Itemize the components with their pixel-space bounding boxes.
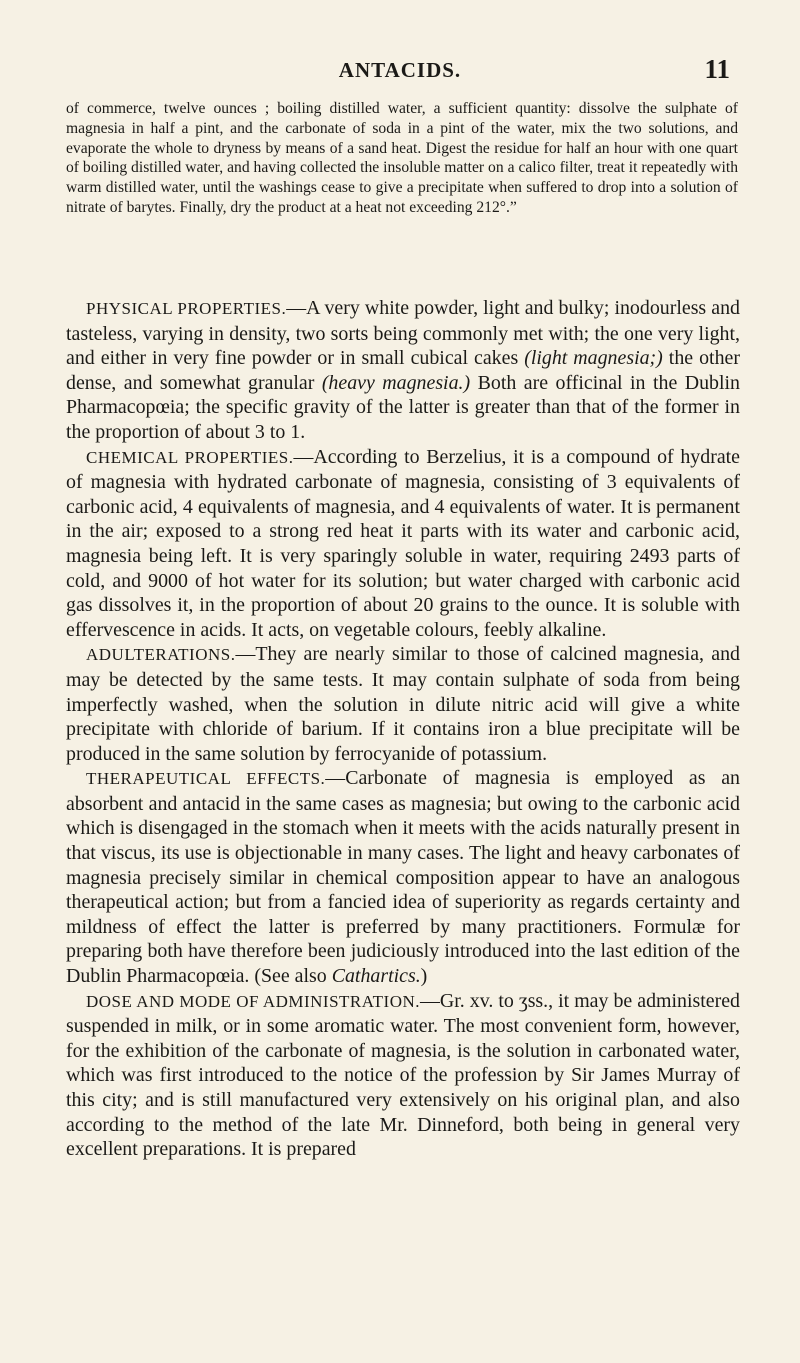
intro-paragraph: of commerce, twelve ounces ; boiling distilled water, a sufficient quantity: dissolve the sulphate of magnesia in half a pint, and the carbonate of soda in a pint of the water, mix the two solutions, and evaporate the whole to dryness by means of a sand heat. Digest the residue for half an hour with one quart of boiling distilled water, and having collected the insoluble matter on a calico filter, treat it repeatedly with warm distilled water, until the washings cease to give a precipitate when suffered to drop into a solution of nitrate of barytes. Finally, dry the product at a heat not exceeding 212°.” — [66, 100, 738, 216]
section-heading: DOSE AND MODE OF ADMINISTRATION. — [86, 991, 421, 1011]
chemical-properties-paragraph: CHEMICAL PROPERTIES.—According to Berzelius, it is a compound of hydrate of magnesia with hydrated carbonate of magnesia, consisting of 3 equivalents of carbonic acid, 4 equivalents of magnesia, and 4 equivalents of water. It is permanent in the air; exposed to a strong red heat it parts with its water and carbonic acid, magnesia being left. It is very sparingly soluble in water, requiring 2493 parts of cold, and 9000 of hot water for its solution; but water charged with carbonic acid gas dissolves it, in the proportion of about 20 grains to the ounce. It is soluble with effervescence in acids. It acts, on vegetable colours, feebly alkaline. — [66, 445, 741, 641]
running-title: ANTACIDS. — [338, 58, 462, 82]
therapeutical-effects-paragraph: THERAPEUTICAL EFFECTS.—Carbonate of magnesia is employed as an absorbent and antacid in the same cases as magnesia; but owing to the carbonic acid which is disengaged in the stomach when it meets with the acids naturally present in that viscus, its use is objectionable in many cases. The light and heavy carbonates of magnesia precisely similar in chemical composition appear to have an analogous therapeutical action; but from a fancied idea of superiority as regards certainty and mildness of effect the latter is preferred by many practitioners. Formulæ for preparing both have therefore been judiciously introduced into the last edition of the Dublin Pharmacopœia. (See also Cathartics.) — [66, 767, 740, 988]
page-header — [0, 54, 800, 88]
dose-paragraph: DOSE AND MODE OF ADMINISTRATION.—Gr. xv. to ʒss., it may be administered suspended in milk, or in some aromatic water. The most convenient form, however, for the exhibition of the carbonate of magnesia, is the solution in carbonated water, which was first introduced to the notice of the profession by Sir James Murray of this city; and is still manufactured very extensively on his original plan, and also according to the method of the late Mr. Dinneford, both being in general very excellent preparations. It is prepared — [66, 989, 741, 1161]
section-heading: THERAPEUTICAL EFFECTS. — [86, 769, 326, 789]
adulterations-paragraph: ADULTERATIONS.—They are nearly similar to those of calcined magnesia, and may be detected by the same tests. It may contain sulphate of soda from being imperfectly washed, when the solution in dilute nitric acid will give a white precipitate with chloride of barium. If it contains iron a blue precipitate will be produced in the same solution by ferrocyanide of potassium. — [66, 643, 740, 765]
intro-block — [66, 99, 738, 218]
section-heading: ADULTERATIONS. — [86, 645, 236, 665]
physical-properties-paragraph: PHYSICAL PROPERTIES.—A very white powder, light and bulky; inodourless and tasteless, varying in density, two sorts being commonly met with; the one very light, and either in very fine powder or in small cubical cakes (light magnesia;) the other dense, and somewhat granular (heavy magnesia.) Both are officinal in the Dublin Pharmacopœia; the specific gravity of the latter is greater than that of the former in the proportion of about 3 to 1. — [66, 297, 741, 443]
main-text — [66, 296, 740, 1162]
section-heading: CHEMICAL PROPERTIES. — [86, 447, 294, 467]
page-number: 11 — [704, 54, 730, 84]
section-heading: PHYSICAL PROPERTIES. — [86, 299, 287, 318]
